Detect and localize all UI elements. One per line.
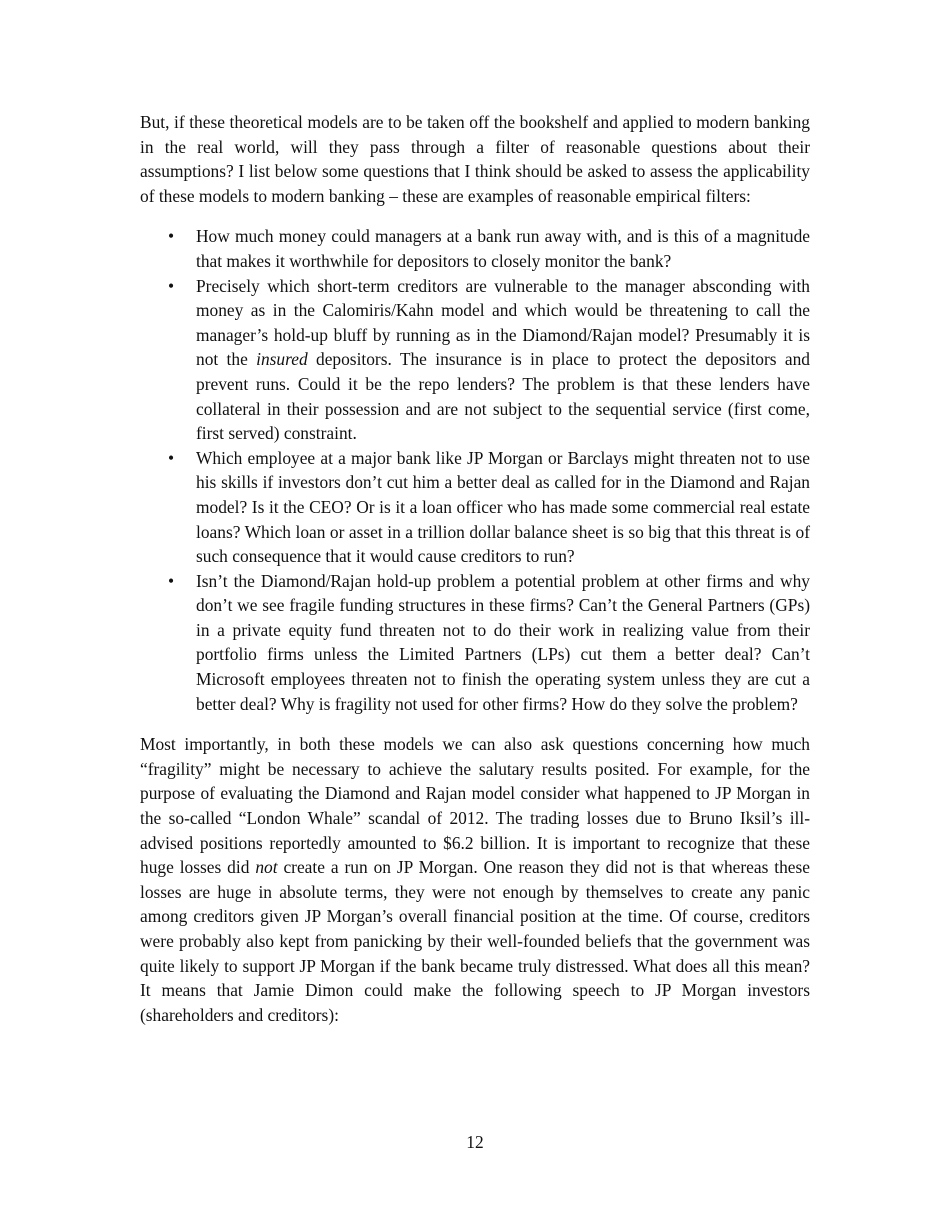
bullet-icon: •: [168, 447, 175, 468]
list-item-text: Which employee at a major bank like JP Morgan or Barclays might threaten not to use his skills if investors don’t cut him a better deal as called for in the Diamond and Rajan model? Is it the CEO? Or is it a loan officer who has made some commercial real estate loans? Which loan or asset in a trillion dollar balance sheet is so big that this threat is of such consequence that it would cause creditors to run?: [196, 447, 810, 567]
bullet-icon: •: [168, 570, 175, 591]
page-number: 12: [466, 1132, 484, 1152]
london-whale-paragraph: [140, 732, 810, 1027]
text-segment: Precisely which short-term creditors are vulnerable to the manager absconding with money as in the Calomiris/Kahn model and which would be threatening to call the manager’s hold-up bluff by running as in the Diamond/Rajan model? Presumably it is not the: [196, 275, 810, 370]
question-list: [140, 224, 810, 716]
list-item: [140, 224, 810, 273]
list-item: [140, 274, 810, 446]
bullet-icon: •: [168, 226, 175, 247]
text-segment: Most importantly, in both these models we can also ask questions concerning how much “fragility” might be necessary to achieve the salutary results posited. For example, for the purpose of evaluating the Diamond and Rajan model consider what happened to JP Morgan in the so-called “London Whale” scandal of 2012. The trading losses due to Bruno Iksil’s ill-advised positions reportedly amounted to $6.2 billion. It is important to recognize that these huge losses did: [140, 734, 810, 878]
list-item-text: How much money could managers at a bank run away with, and is this of a magnitude that makes it worthwhile for depositors to closely monitor the bank?: [196, 226, 810, 271]
bullet-icon: •: [168, 275, 175, 296]
text-segment: depositors. The insurance is in place to protect the depositors and prevent runs. Could it be the repo lenders? The problem is that these lenders have collateral in their possession and are not subject to the sequential service (first come, first served) constraint.: [196, 349, 810, 444]
list-item: [140, 446, 810, 569]
text-segment: create a run on JP Morgan. One reason they did not is that whereas these losses are huge in absolute terms, they were not enough by themselves to create any panic among creditors given JP Morgan’s overall financial position at the time. Of course, creditors were probably also kept from panicking by their well-founded beliefs that the government was quite likely to support JP Morgan if the bank became truly distressed. What does all this mean? It means that Jamie Dimon could make the following speech to JP Morgan investors (shareholders and creditors):: [140, 857, 810, 1025]
page-body: [140, 110, 810, 1027]
list-item-text: Isn’t the Diamond/Rajan hold-up problem a potential problem at other firms and why don’t we see fragile funding structures in these firms? Can’t the General Partners (GPs) in a private equity fund threaten not to do their work in realizing value from their portfolio firms unless the Limited Partners (LPs) cut them a better deal? Can’t Microsoft employees threaten not to finish the operating system unless they are cut a better deal? Why is fragility not used for other firms? How do they solve the problem?: [196, 570, 810, 714]
emphasis-not: not: [255, 857, 278, 878]
intro-paragraph: But, if these theoretical models are to be taken off the bookshelf and applied to modern banking in the real world, will they pass through a filter of reasonable questions about their assumptions? I list below some questions that I think should be asked to assess the applicability of these models to modern banking – these are examples of reasonable empirical filters:: [140, 112, 810, 206]
list-item: [140, 569, 810, 717]
list-item-text: [196, 276, 810, 444]
emphasis-insured: insured: [256, 349, 308, 370]
